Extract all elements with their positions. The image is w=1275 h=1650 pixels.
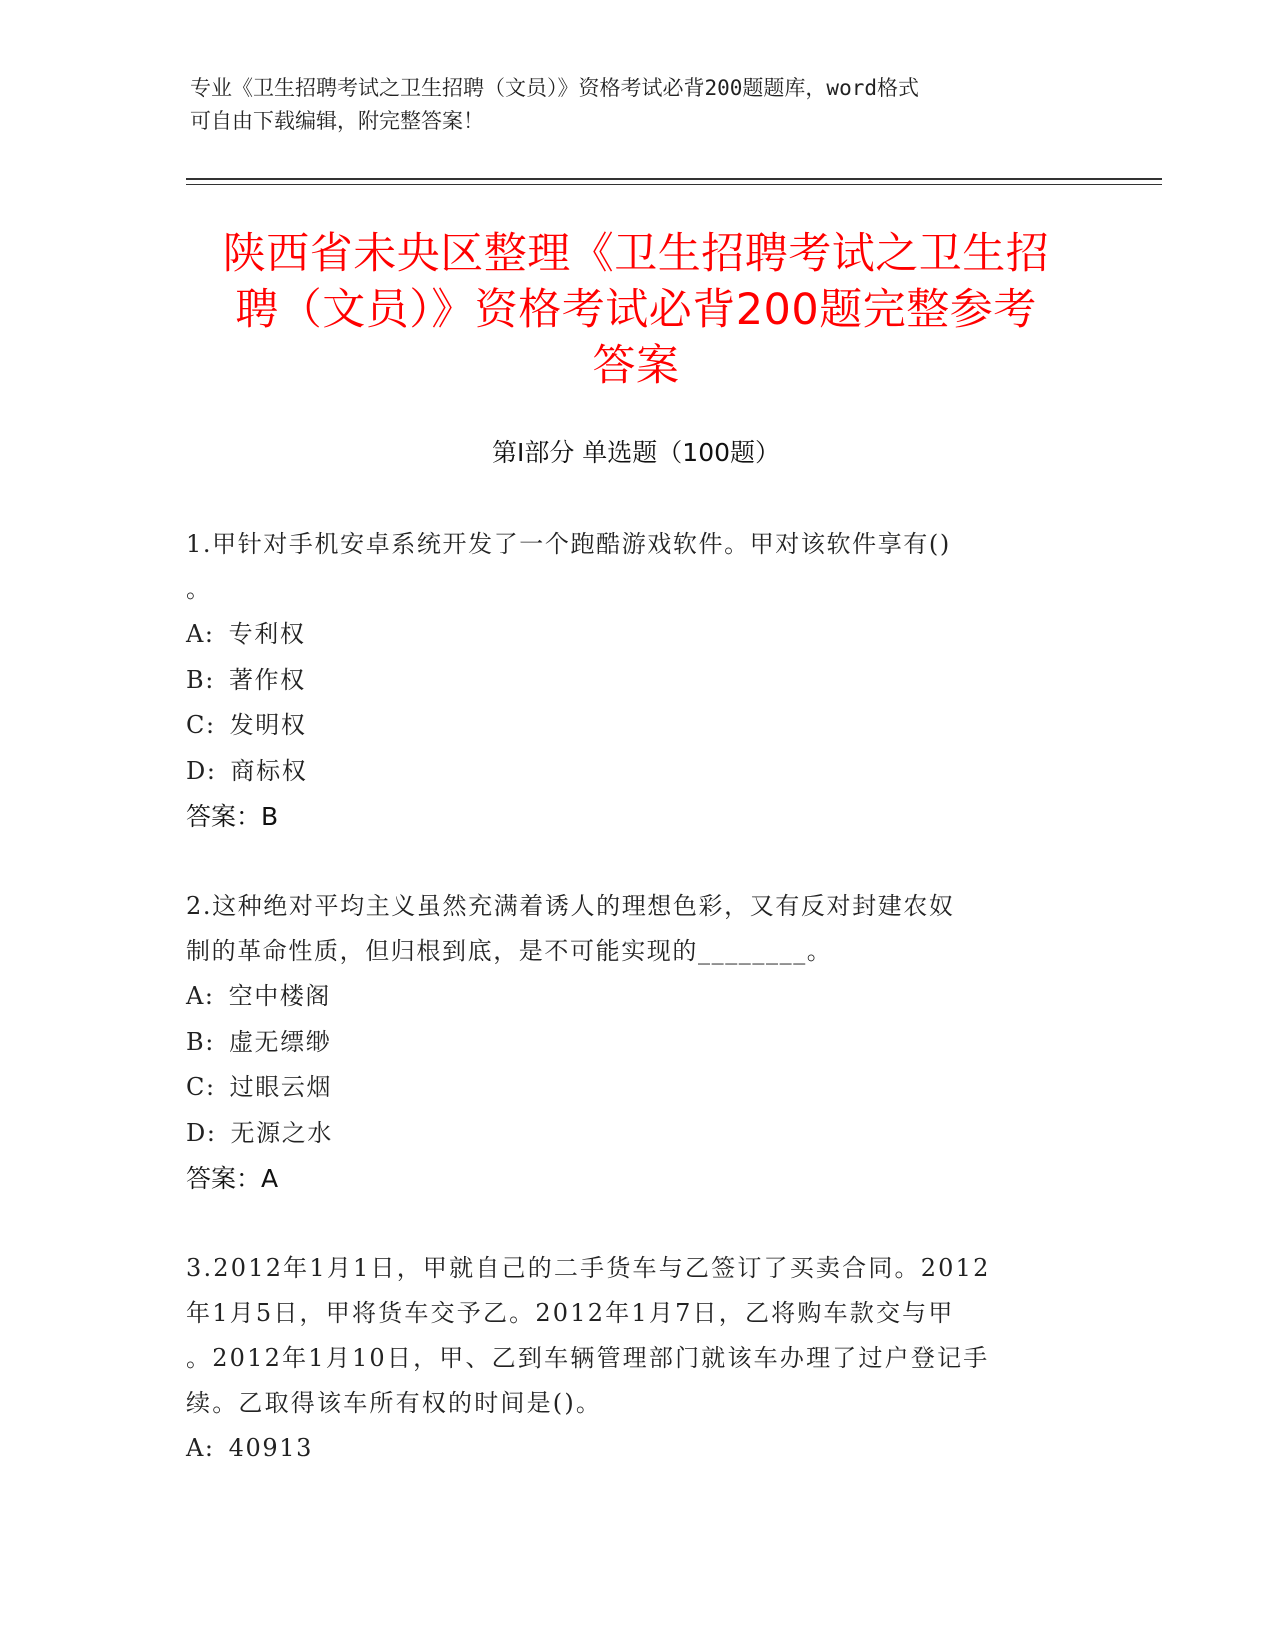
- option-a: [186, 974, 1106, 1020]
- option-b: [186, 1020, 1106, 1066]
- document-title: [186, 226, 1086, 394]
- option-letter: A:: [186, 620, 215, 648]
- header-divider-thick: [186, 178, 1162, 180]
- option-text: 40913: [228, 1434, 313, 1462]
- option-a: [186, 1426, 1106, 1472]
- question-stem-line: 续。乙取得该车所有权的时间是()。: [186, 1389, 603, 1417]
- question-stem-line: 制的革命性质，但归根到底，是不可能实现的________。: [186, 937, 833, 965]
- option-letter: B:: [186, 665, 215, 694]
- question-stem-line: 年1月5日，甲将货车交予乙。2012年1月7日，乙将购车款交与甲: [186, 1299, 955, 1327]
- title-line: 陕西省未央区整理《卫生招聘考试之卫生招: [222, 229, 1050, 279]
- option-letter: B:: [186, 1027, 215, 1056]
- option-text: 虚无缥缈: [228, 1027, 332, 1056]
- header-note-line: 可自由下载编辑，附完整答案！: [190, 109, 484, 133]
- option-text: 著作权: [228, 665, 306, 694]
- option-text: 专利权: [228, 620, 306, 648]
- option-c: [186, 1065, 1106, 1111]
- option-b: [186, 658, 1106, 704]
- title-line: 聘（文员）》资格考试必背200题完整参考: [235, 285, 1037, 335]
- section-title: 第Ⅰ部分 单选题（100题）: [491, 438, 781, 467]
- option-text: 发明权: [229, 711, 307, 739]
- option-letter: D:: [186, 1118, 217, 1147]
- option-d: [186, 1111, 1106, 1157]
- question-stem-line: 2.这种绝对平均主义虽然充满着诱人的理想色彩，又有反对封建农奴: [186, 892, 955, 920]
- question-1: [186, 522, 1106, 839]
- option-text: 过眼云烟: [229, 1073, 333, 1101]
- option-text: 商标权: [230, 756, 308, 785]
- question-stem-line: 3.2012年1月1日，甲就自己的二手货车与乙签订了买卖合同。2012: [186, 1254, 991, 1282]
- question-3: [186, 1246, 1106, 1472]
- answer-key: 答案：B: [186, 802, 279, 831]
- question-2: [186, 884, 1106, 1201]
- option-letter: A:: [186, 1434, 215, 1462]
- question-stem-line: 1.甲针对手机安卓系统开发了一个跑酷游戏软件。甲对该软件享有(): [186, 530, 951, 558]
- option-d: [186, 749, 1106, 795]
- question-stem-line: 。2012年1月10日，甲、乙到车辆管理部门就该车办理了过户登记手: [186, 1344, 990, 1372]
- option-letter: C:: [186, 1073, 216, 1101]
- option-a: [186, 612, 1106, 658]
- option-c: [186, 703, 1106, 749]
- header-note: [190, 72, 1090, 138]
- option-text: 无源之水: [230, 1118, 333, 1147]
- header-note-line: 专业《卫生招聘考试之卫生招聘（文员）》资格考试必背200题题库，word格式: [190, 76, 919, 100]
- question-stem-line: 。: [186, 575, 212, 603]
- answer-key: 答案：A: [186, 1164, 279, 1193]
- option-letter: D:: [186, 756, 217, 785]
- option-text: 空中楼阁: [228, 982, 332, 1010]
- option-letter: A:: [186, 982, 215, 1010]
- option-letter: C:: [186, 711, 216, 739]
- title-line: 答案: [592, 341, 680, 391]
- header-divider-thin: [186, 184, 1162, 185]
